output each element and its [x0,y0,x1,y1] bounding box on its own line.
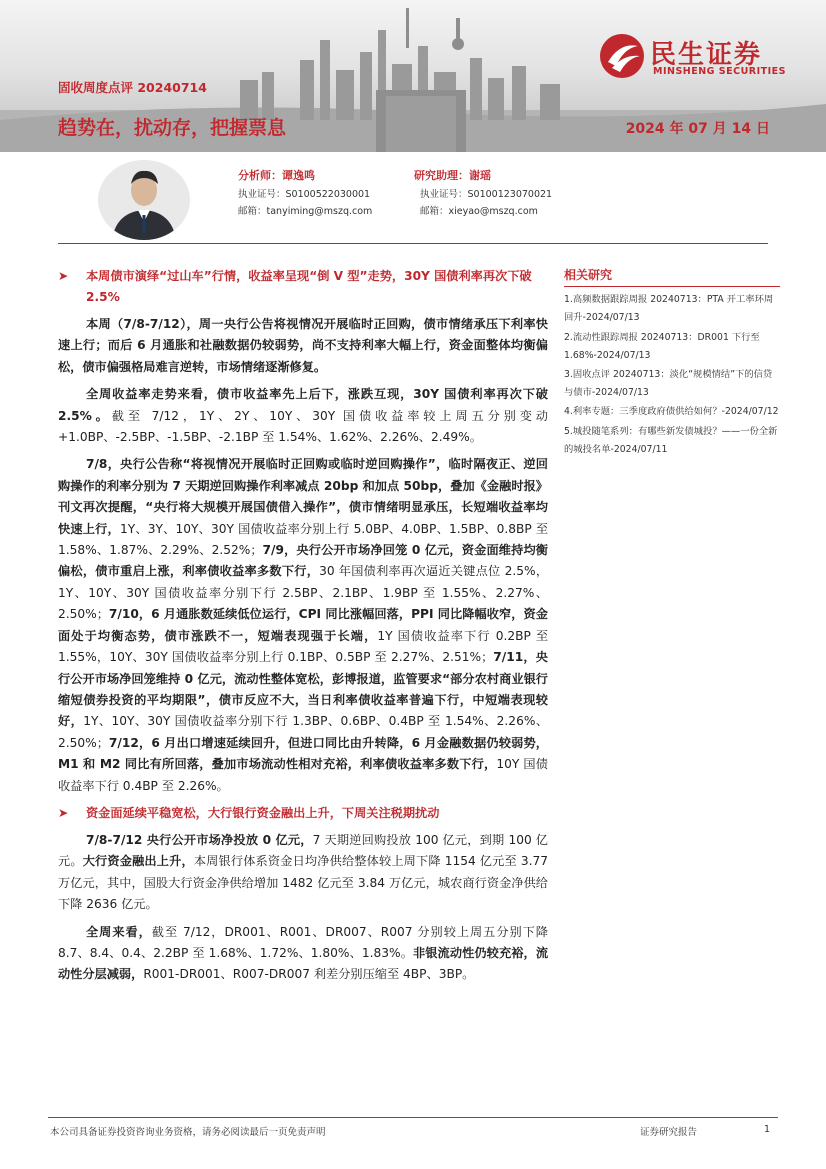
sidebar-title: 相关研究 [564,266,780,287]
section-heading-2: ➤ 资金面延续平稳宽松，大行银行资金融出上升，下周关注税期扰动 [58,803,548,824]
report-title: 趋势在，扰动存，把握票息 [58,117,287,139]
assistant-name: 谢瑶 [469,169,491,182]
analyst-role-label: 分析师： [238,169,282,182]
header-banner [0,0,826,152]
related-research-item[interactable]: 5.城投随笔系列：有哪些新发债城投？——一份全新的城投名单-2024/07/11 [564,425,778,455]
paragraph-3: 7/8，央行公告称“将视情况开展临时正回购或临时逆回购操作”，临时隔夜正、逆回购操作的利率分别为 7 天期逆回购操作利率减点 20bp 和加点 50bp，叠加《金融时报》刊文再次提醒，“央行将大规模开展国债借入操作”，债市情绪明显承压，长短端收益率均快速上行，1Y、3Y、10Y、30Y 国债收益率分别上行 5.0BP、4.0BP、1.5BP、0.8BP 至 1.58%、1.87%、2.29%、2.52%；7/9，央行公开市场净回笼 0 亿元，资金面维持均衡偏松，债市重启上涨，利率债收益率多数下行，30 年国债利率再次逼近关键点位 2.5%，1Y、10Y、30Y 国债收益率分别下行 2.5BP、2.1BP、1.9BP 至 1.55%、2.27%、2.50%；7/10，6 月通胀数延续低位运行，CPI 同比涨幅回落，PPI 同比降幅收窄，资金面处于均衡态势，债市涨跌不一，短端表现强于长端，1Y 国债收益率下行 0.2BP 至 1.55%，10Y、30Y 国债收益率分别上行 0.1BP、0.5BP 至 2.27%、2.51%；7/11，央行公开市场净回笼维持 0 亿元，流动性整体宽松，彭博报道，监管要求“部分农村商业银行缩短债券投资的平均期限”，债市反应不大，当日利率债收益率普遍下行，中短端表现较好，1Y、10Y、30Y 国债收益率分别下行 1.3BP、0.6BP、0.4BP 至 1.54%、2.26%、2.50%；7/12，6 月出口增速延续回升，但进口同比由升转降，6 月金融数据仍较弱势，M1 和 M2 同比有所回落，叠加市场流动性相对充裕，利率债收益率多数下行，10Y 国债收益率下行 0.4BP 至 2.26%。 [58,457,549,793]
company-logo [598,32,808,82]
page-number: 1 [764,1124,771,1135]
footer-disclaimer: 本公司具备证券投资咨询业务资格，请务必阅读最后一页免责声明 [50,1127,326,1138]
related-research-item[interactable]: 3.固收点评 20240713：淡化“规模情结”下的信贷与债市-2024/07/13 [564,369,773,399]
assistant-cert: 执业证号：S0100123070021 [420,189,553,200]
analyst-email[interactable]: 邮箱：tanyiming@mszq.com [238,206,373,217]
logo-mark-icon [598,32,646,80]
logo-text-en: MINSHENG SECURITIES [653,66,786,77]
analyst-info [238,167,372,220]
logo-text-cn: 民生证券 [650,40,763,70]
related-research-item[interactable]: 1.高频数据跟踪周报 20240713：PTA 开工率环周回升-2024/07/13 [564,294,774,324]
assistant-role-label: 研究助理： [414,169,469,182]
report-body [58,266,548,986]
section-heading-1: ➤ 本周债市演绎“过山车”行情，收益率呈现“倒 V 型”走势，30Y 国债利率再次下破 2.5% [58,266,548,308]
related-research-item[interactable]: 2.流动性跟踪周报 20240713：DR001 下行至 1.68%-2024/07/13 [564,331,760,361]
report-type: 固收周度点评 20240714 [58,80,207,95]
analyst-name: 谭逸鸣 [282,169,315,182]
header-divider [58,243,768,244]
analyst-photo [98,160,190,240]
footer-doc-type: 证券研究报告 [640,1127,698,1138]
paragraph-4: 7/8-7/12 央行公开市场净投放 0 亿元，7 天期逆回购投放 100 亿元，到期 100 亿元。大行资金融出上升，本周银行体系资金日均净供给整体较上周下降 1154 亿元至 3.77 万亿元，其中，国股大行资金净供给增加 1482 亿元至 3.84 万亿元，城农商行资金净供给下降 2636 亿元。 [58,832,549,912]
related-research-item[interactable]: 4.利率专题：三季度政府债供给如何？-2024/07/12 [564,406,779,418]
report-date: 2024 年 07 月 14 日 [625,121,770,137]
footer-divider [48,1117,778,1118]
paragraph-1: 本周（7/8-7/12），周一央行公告将视情况开展临时正回购，债市情绪承压下利率快速上行；而后 6 月通胀和社融数据仍较弱势，尚不支持利率大幅上行，资金面整体均衡偏松，债市偏强格局难言逆转，市场情绪逐渐修复。 [58,317,548,374]
arrow-bullet-icon: ➤ [58,269,69,283]
arrow-bullet-icon: ➤ [58,805,69,820]
related-research-sidebar [564,266,780,460]
assistant-email[interactable]: 邮箱：xieyao@mszq.com [420,206,538,217]
paragraph-2: 全周收益率走势来看，债市收益率先上后下，涨跌互现，30Y 国债利率再次下破 2.5%。截至 7/12，1Y、2Y、10Y、30Y 国债收益率较上周五分别变动+1.0BP、-2.5BP、-1.5BP、-2.1BP 至 1.54%、1.62%、2.26%、2.49%。 [58,387,548,445]
analyst-cert: 执业证号：S0100522030001 [238,189,371,200]
assistant-info [414,167,552,220]
paragraph-5: 全周来看，截至 7/12，DR001、R001、DR007、R007 分别较上周五分别下降 8.7、8.4、0.4、2.2BP 至 1.68%、1.72%、1.80%、1.83%。非银流动性仍较充裕，流动性分层减弱，R001-DR001、R007-DR007 利差分别压缩至 4BP、3BP。 [58,924,549,982]
